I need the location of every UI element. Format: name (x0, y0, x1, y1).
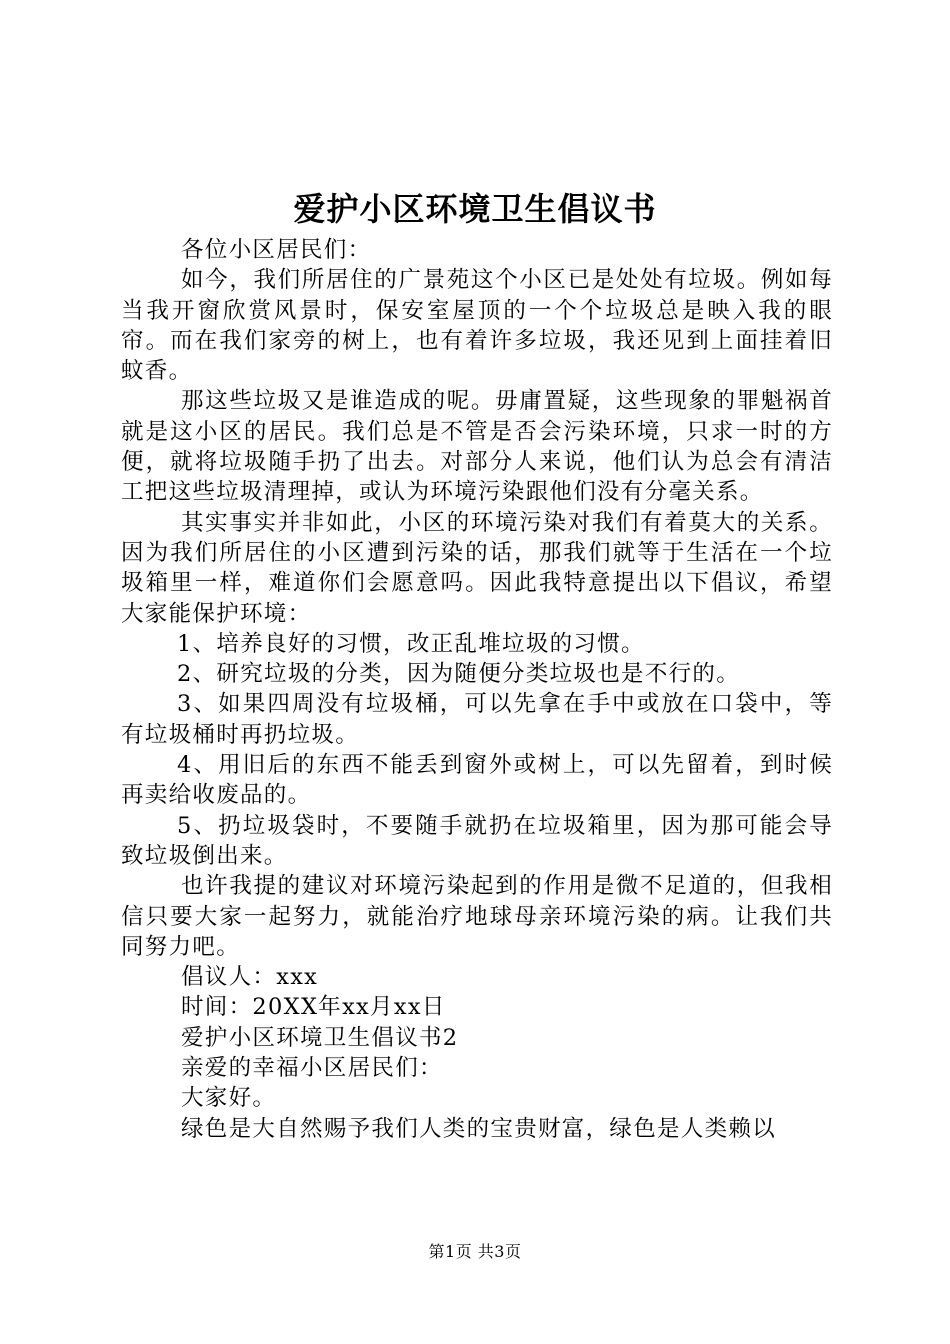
list-item: 4、用旧后的东西不能丢到窗外或树上，可以先留着，到时候再卖给收废品的。 (121, 752, 833, 809)
paragraph: 如今，我们所居住的广景苑这个小区已是处处有垃圾。例如每当我开窗欣赏风景时，保安室屋顶的一个个垃圾总是映入我的眼帘。而在我们家旁的树上，也有着许多垃圾，我还见到上面挂着旧蚊香。 (121, 267, 833, 385)
date-line: 时间：20XX年xx月xx日 (181, 994, 446, 1021)
list-item: 5、扔垃圾袋时，不要随手就扔在垃圾箱里，因为那可能会导致垃圾倒出来。 (121, 812, 833, 869)
paragraph: 其实事实并非如此，小区的环境污染对我们有着莫大的关系。因为我们所居住的小区遭到污染的话，那我们就等于生活在一个垃圾箱里一样，难道你们会愿意吗。因此我特意提出以下倡议，希望大家能保护环境： (121, 509, 833, 627)
signature-line: 倡议人：xxx (181, 964, 319, 991)
document-title: 爱护小区环境卫生倡议书 (293, 190, 657, 228)
salutation: 各位小区居民们： (181, 237, 372, 263)
list-item: 2、研究垃圾的分类，因为随便分类垃圾也是不行的。 (177, 661, 741, 688)
list-item: 3、如果四周没有垃圾桶，可以先拿在手中或放在口袋中，等有垃圾桶时再扔垃圾。 (121, 691, 833, 748)
section-heading: 爱护小区环境卫生倡议书2 (181, 1024, 459, 1051)
page-footer: 第1页 共3页 (428, 1242, 522, 1261)
list-item: 1、培养良好的习惯，改正乱堆垃圾的习惯。 (177, 630, 645, 657)
paragraph: 也许我提的建议对环境污染起到的作用是微不足道的，但我相信只要大家一起努力，就能治疗地球母亲环境污染的病。让我们共同努力吧。 (121, 873, 833, 960)
document-body (121, 235, 833, 1144)
paragraph: 绿色是大自然赐予我们人类的宝贵财富，绿色是人类赖以 (181, 1115, 777, 1142)
greeting: 大家好。 (181, 1085, 277, 1112)
paragraph: 那这些垃圾又是谁造成的呢。毋庸置疑，这些现象的罪魁祸首就是这小区的居民。我们总是不管是否会污染环境，只求一时的方便，就将垃圾随手扔了出去。对部分人来说，他们认为总会有清洁工把这些垃圾清理掉，或认为环境污染跟他们没有分毫关系。 (121, 388, 833, 506)
salutation: 亲爱的幸福小区居民们： (181, 1055, 443, 1082)
